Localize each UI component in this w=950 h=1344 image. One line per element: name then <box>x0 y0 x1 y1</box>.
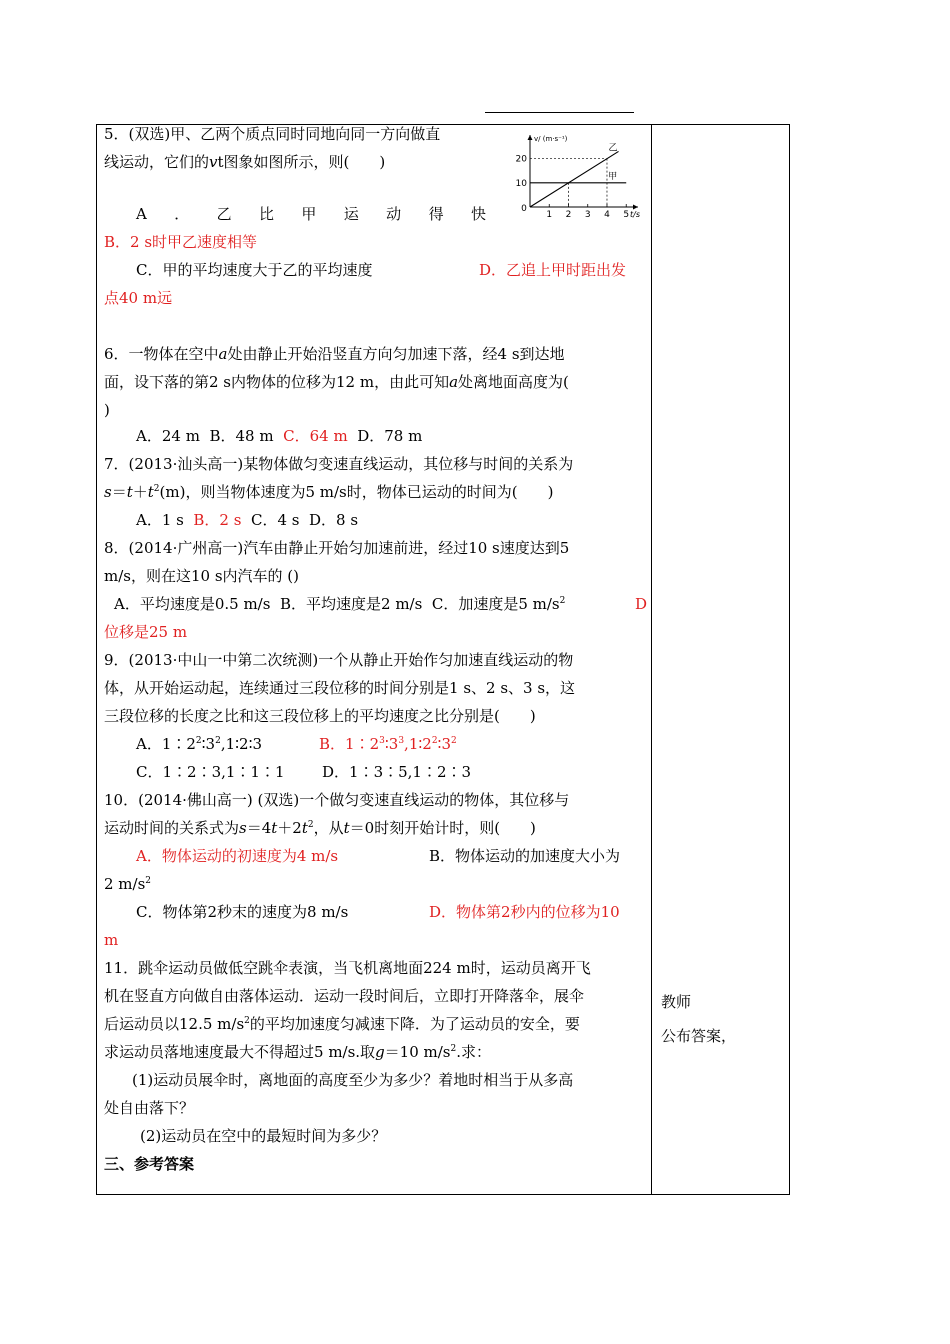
q10-option-a: A．物体运动的初速度为4 m/s <box>136 847 339 865</box>
q5-option-c: C．甲的平均速度大于乙的平均速度 <box>136 261 373 279</box>
x-axis-label: t/s <box>630 210 640 219</box>
x-tick-label: 2 <box>565 210 572 220</box>
x-axis-arrow <box>633 205 638 210</box>
q9-option-b: B．$1∶2^3∶3^3,1∶2^2∶3^2$ <box>319 735 457 753</box>
q11-line4: 求运动员落地速度最大不得超过5 m/s.取g＝10 $m/s^2$.求： <box>104 1043 492 1061</box>
q7-options <box>136 509 358 531</box>
q5-option-b: B．2 s时甲乙速度相等 <box>104 233 258 251</box>
q8-options <box>114 593 565 615</box>
q11-sub1-cont: 处自由落下？ <box>104 1099 195 1117</box>
q10-option-b-cont: 2 $m/s^2$ <box>104 875 152 893</box>
q9-option-a: A．$1∶2^2∶3^2,1∶2∶3$ <box>136 735 263 753</box>
header-rule <box>485 112 634 113</box>
q7-option-c: C．4 s <box>250 511 300 529</box>
x-tick-label: 5 <box>623 210 630 220</box>
q10-option-c: C．物体第2秒末的速度为8 m/s <box>136 903 349 921</box>
side-note-line1: 教师 <box>661 993 692 1011</box>
q6-line1: 6．一物体在空中a处由静止开始沿竖直方向匀加速下落，经4 s到达地 <box>104 345 565 363</box>
q11-sub2: (2)运动员在空中的最短时间为多少？ <box>140 1127 387 1145</box>
q8-option-d-cont: 位移是25 m <box>104 623 188 641</box>
series-line-yi <box>530 151 619 207</box>
q9-line2: 体，从开始运动起，连续通过三段位移的时间分别是1 s、2 s、3 s，这 <box>104 679 576 697</box>
q8-option-d: D <box>635 595 648 613</box>
q6-line3: ) <box>104 401 110 419</box>
q10-option-d: D．物体第2秒内的位移为10 <box>429 903 620 921</box>
q7-option-a: A．1 s <box>136 511 184 529</box>
y-axis-arrow <box>528 135 533 140</box>
section-heading-answers: 三、参考答案 <box>104 1155 195 1173</box>
q8-option-c: C．加速度是5 $m/s^2$ <box>431 595 566 613</box>
q11-line3: 后运动员以12.5 $m/s^2$的平均加速度匀减速下降．为了运动员的安全，要 <box>104 1015 580 1033</box>
x-tick-label: 3 <box>584 210 591 220</box>
q6-option-b: B．48 m <box>209 427 274 445</box>
q6-option-a: A．24 m <box>136 427 200 445</box>
q5-option-d-cont: 点40 m远 <box>104 289 173 307</box>
q10-line1: 10．(2014·佛山高一) (双选)一个做匀变速直线运动的物体，其位移与 <box>104 791 570 809</box>
q6-option-c: C．64 m <box>283 427 348 445</box>
column-divider <box>651 125 652 1194</box>
q10-option-d-cont: m <box>104 931 119 949</box>
y-tick-label: 20 <box>515 154 527 165</box>
q6-options <box>136 425 422 447</box>
q5-line2: 线运动，它们的vt图象如图所示，则( ) <box>104 153 386 171</box>
q9-option-d: D．1∶3∶5,1∶2∶3 <box>322 763 472 781</box>
q8-line1: 8．(2014·广州高一)汽车由静止开始匀加速前进，经过10 s速度达到5 <box>104 539 570 557</box>
x-tick-label: 4 <box>604 210 610 220</box>
q11-line1: 11．跳伞运动员做低空跳伞表演，当飞机离地面224 m时，运动员离开飞 <box>104 959 591 977</box>
q7-option-b: B．2 s <box>193 511 242 529</box>
q9-option-c: C．1∶2∶3,1∶1∶1 <box>136 763 285 781</box>
q9-line1: 9．(2013·中山一中第二次统测)一个从静止开始作匀加速直线运动的物 <box>104 651 574 669</box>
q6-option-d: D．78 m <box>357 427 423 445</box>
q8-option-b: B．平均速度是2 m/s <box>279 595 423 613</box>
x-tick-label: 1 <box>546 210 553 220</box>
vt-chart <box>510 131 646 221</box>
q10-line2: 运动时间的关系式为$s=4t+2t^2$，从t＝0时刻开始计时，则( ) <box>104 819 536 837</box>
q7-option-d: D．8 s <box>309 511 359 529</box>
q9-line3: 三段位移的长度之比和这三段位移上的平均速度之比分别是( ) <box>104 707 536 725</box>
q8-line2: m/s，则在这10 s内汽车的 () <box>104 567 300 585</box>
q5-option-d: D．乙追上甲时距出发 <box>479 261 627 279</box>
side-note-line2: 公布答案， <box>661 1027 737 1045</box>
q5-option-a: A ． 乙 比 甲 运 动 得 快 <box>136 205 486 223</box>
q11-line2: 机在竖直方向做自由落体运动．运动一段时间后，立即打开降落伞，展伞 <box>104 987 585 1005</box>
q6-line2: 面，设下落的第2 s内物体的位移为12 m，由此可知a处离地面高度为( <box>104 373 569 391</box>
q5-line1: 5．(双选)甲、乙两个质点同时同地向同一方向做直 <box>104 125 441 143</box>
series-label: 甲 <box>608 171 618 182</box>
q11-sub1: (1)运动员展伞时，离地面的高度至少为多少？着地时相当于从多高 <box>132 1071 574 1089</box>
y-axis-label: v/ (m·s⁻¹) <box>534 135 568 143</box>
q10-option-b: B．物体运动的加速度大小为 <box>429 847 621 865</box>
q7-line2: $s=t+t^2(m)$，则当物体速度为5 m/s时，物体已运动的时间为( ) <box>104 483 554 501</box>
q8-option-a: A．平均速度是0.5 m/s <box>114 595 271 613</box>
origin-label: 0 <box>521 204 527 214</box>
y-tick-label: 10 <box>515 178 527 189</box>
q7-line1: 7．(2013·汕头高一)某物体做匀变速直线运动，其位移与时间的关系为 <box>104 455 574 473</box>
series-label: 乙 <box>608 143 618 154</box>
worksheet-table <box>96 124 790 1195</box>
